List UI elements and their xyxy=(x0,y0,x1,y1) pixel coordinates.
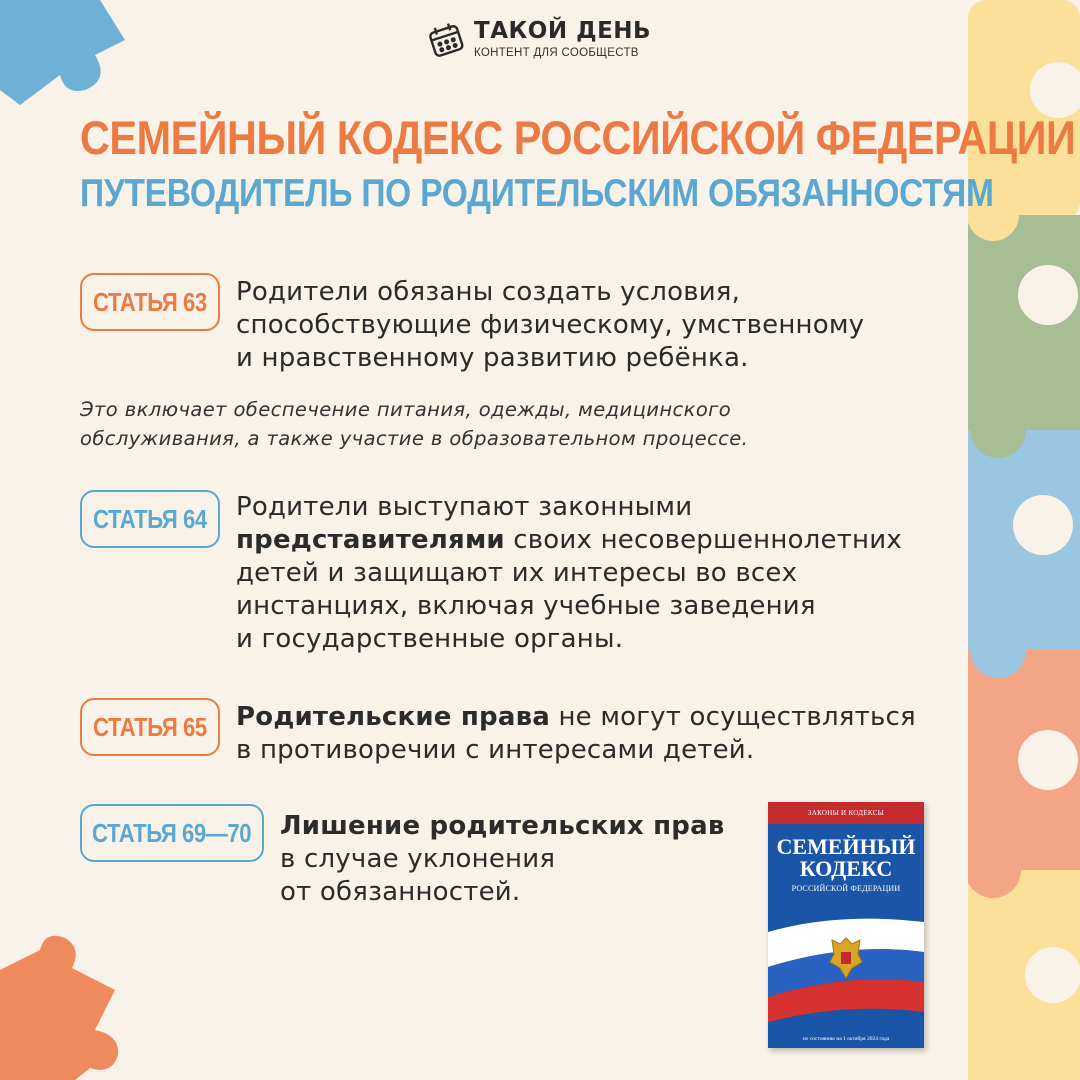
article-64-line3: детей и защищают их интересы во всех xyxy=(236,558,798,588)
article-65-badge: СТАТЬЯ 65 xyxy=(80,698,220,756)
article-64-line5: и государственные органы. xyxy=(236,624,624,654)
calendar-icon xyxy=(426,20,466,60)
article-63-note: Это включает обеспечение питания, одежды, медицинского обслуживания, а также участие в образовательном процессе. xyxy=(80,398,749,450)
book-subtitle: РОССИЙСКОЙ ФЕДЕРАЦИИ xyxy=(791,884,901,893)
brand-name: ТАКОЙ ДЕНЬ xyxy=(474,18,652,45)
page-subtitle: ПУТЕВОДИТЕЛЬ ПО РОДИТЕЛЬСКИМ ОБЯЗАННОСТЯМ xyxy=(80,172,994,215)
article-64-line1: Родители выступают законными xyxy=(236,492,693,522)
article-64-badge: СТАТЬЯ 64 xyxy=(80,490,220,548)
article-63-line1: Родители обязаны создать условия, xyxy=(236,277,741,307)
family-code-book-cover xyxy=(768,802,924,1048)
brand-header xyxy=(426,20,651,60)
brand-tagline: КОНТЕНТ ДЛЯ СООБЩЕСТВ xyxy=(474,47,639,60)
puzzle-piece-icon xyxy=(0,930,150,1080)
article-64-line2: представителями своих несовершеннолетних xyxy=(236,525,902,555)
article-69-70-badge: СТАТЬЯ 69—70 xyxy=(80,804,264,862)
russian-flag-coat-of-arms-icon xyxy=(768,902,924,1022)
article-69-70-text xyxy=(280,810,724,909)
article-69-70-line2: в случае уклонения xyxy=(280,844,556,874)
article-64-line4: инстанциях, включая учебные заведения xyxy=(236,591,816,621)
article-63-line3: и нравственному развитию ребёнка. xyxy=(236,343,749,373)
book-title: СЕМЕЙНЫЙ КОДЕКС xyxy=(776,834,916,881)
article-65-line2: в противоречии с интересами детей. xyxy=(236,735,755,765)
article-69-70-line1: Лишение родительских прав xyxy=(280,811,725,841)
book-series: ЗАКОНЫ И КОДЕКСЫ xyxy=(768,802,924,824)
page-title: СЕМЕЙНЫЙ КОДЕКС РОССИЙСКОЙ ФЕДЕРАЦИИ xyxy=(80,111,1076,164)
puzzle-piece-icon xyxy=(0,0,130,110)
article-65-text xyxy=(236,701,916,767)
article-65-line1: Родительские права не могут осуществляться xyxy=(236,702,916,732)
article-64-text xyxy=(236,491,902,656)
article-63-badge: СТАТЬЯ 63 xyxy=(80,273,220,331)
article-69-70-line3: от обязанностей. xyxy=(280,877,521,907)
book-edition: по состоянию на 1 октября 2024 года xyxy=(802,1036,890,1042)
article-63-line2: способствующие физическому, умственному xyxy=(236,310,865,340)
article-63-text xyxy=(236,276,864,375)
